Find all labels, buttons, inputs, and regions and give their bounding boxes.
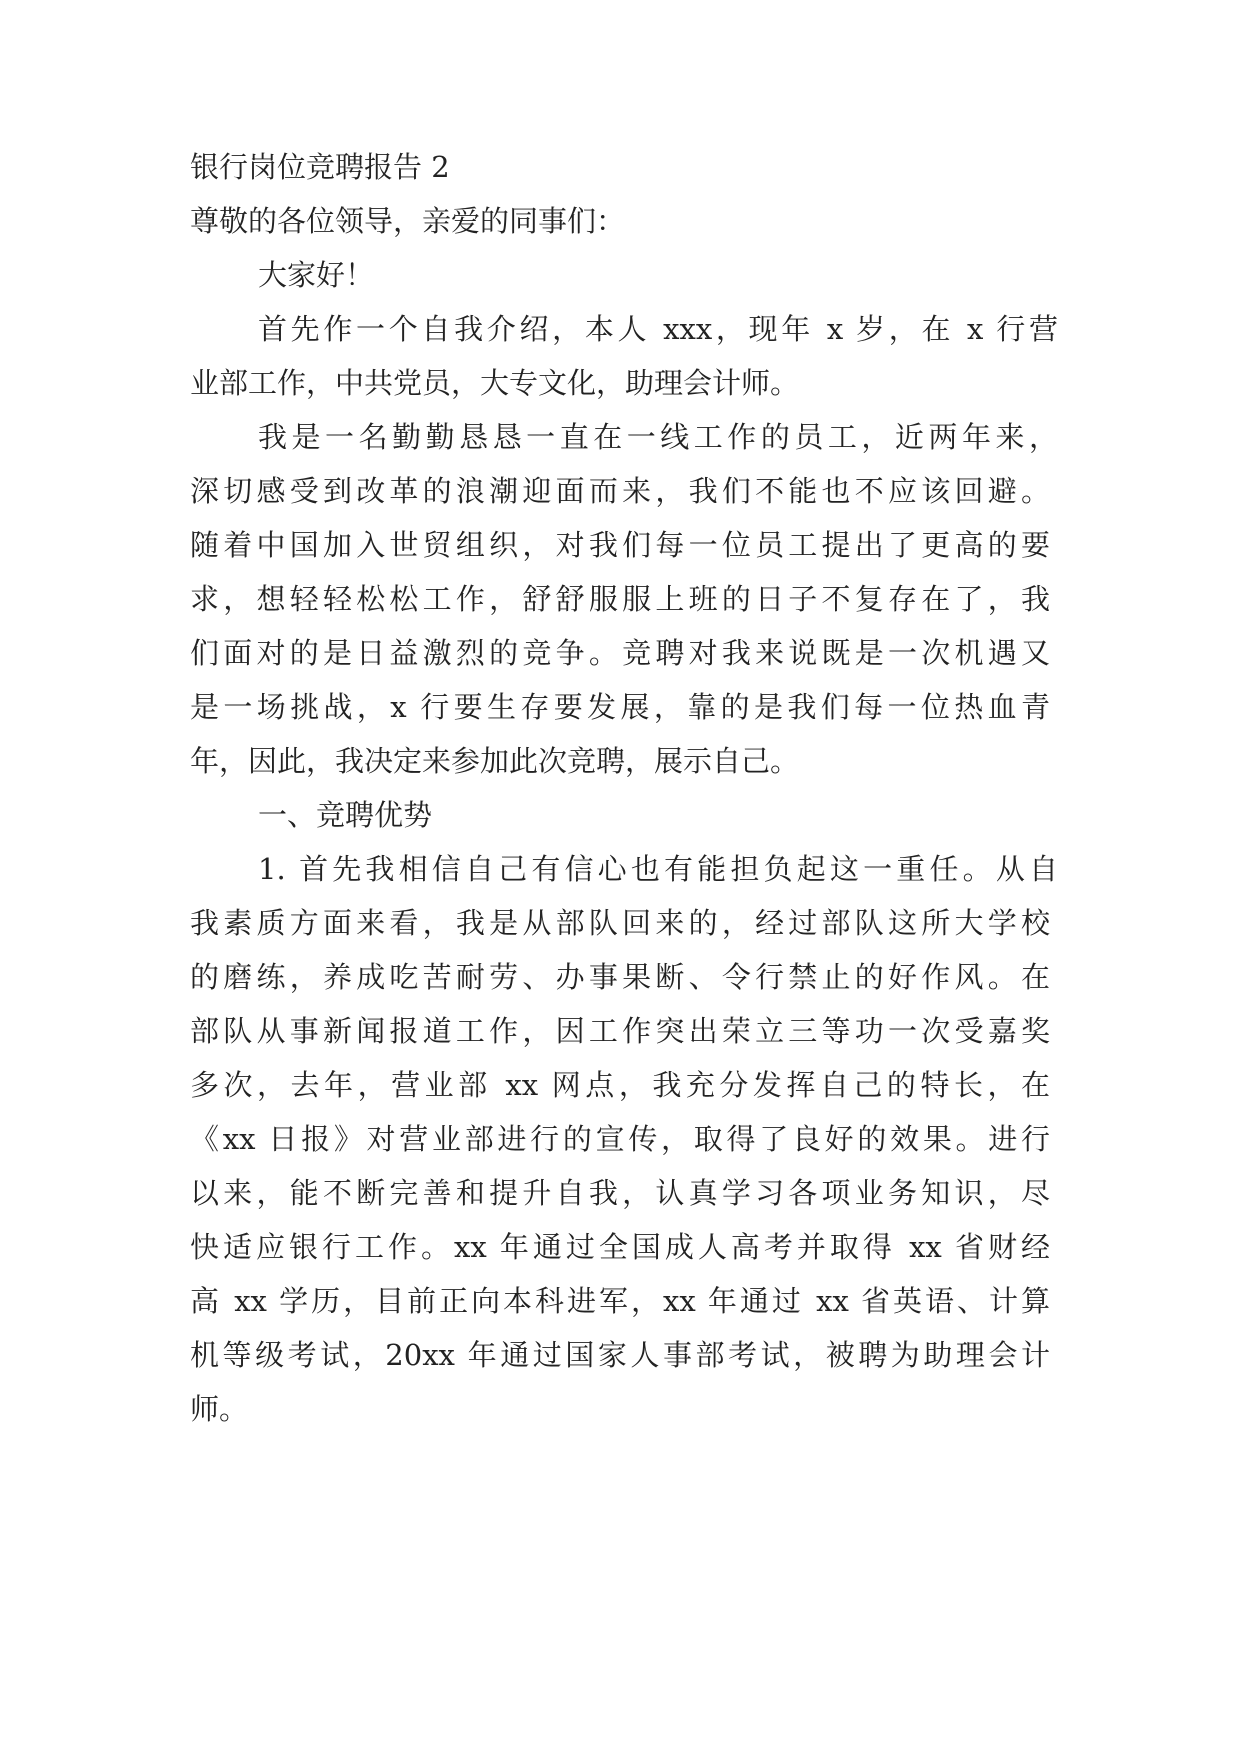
paragraph-line: 师。 xyxy=(190,1392,249,1426)
paragraph-line: 多次，去年，营业部 xx 网点，我充分发挥自己的特长，在 xyxy=(190,1068,1050,1102)
paragraph-line: 求，想轻轻松松工作，舒舒服服上班的日子不复存在了，我 xyxy=(190,582,1050,616)
paragraph-line: 随着中国加入世贸组织，对我们每一位员工提出了更高的要 xyxy=(190,528,1050,562)
paragraph-line: 部队从事新闻报道工作，因工作突出荣立三等功一次受嘉奖 xyxy=(190,1014,1050,1048)
section-heading: 一、竞聘优势 xyxy=(258,798,433,832)
salutation: 尊敬的各位领导，亲爱的同事们： xyxy=(190,204,626,238)
paragraph-line: 我是一名勤勤恳恳一直在一线工作的员工，近两年来， xyxy=(258,420,1058,454)
paragraph-line: 高 xx 学历，目前正向本科进军，xx 年通过 xx 省英语、计算 xyxy=(190,1284,1050,1318)
paragraph-line: 《xx 日报》对营业部进行的宣传，取得了良好的效果。进行 xyxy=(190,1122,1050,1156)
document-title: 银行岗位竞聘报告 2 xyxy=(190,150,450,184)
greeting: 大家好！ xyxy=(258,258,375,292)
paragraph-line: 深切感受到改革的浪潮迎面而来，我们不能也不应该回避。 xyxy=(190,474,1050,508)
intro-line: 首先作一个自我介绍，本人 xxx，现年 x 岁，在 x 行营 xyxy=(258,312,1058,346)
paragraph-line: 是一场挑战，x 行要生存要发展，靠的是我们每一位热血青 xyxy=(190,690,1050,724)
intro-line: 业部工作，中共党员，大专文化，助理会计师。 xyxy=(190,366,800,400)
paragraph-line: 们面对的是日益激烈的竞争。竞聘对我来说既是一次机遇又 xyxy=(190,636,1050,670)
paragraph-line: 机等级考试，20xx 年通过国家人事部考试，被聘为助理会计 xyxy=(190,1338,1050,1372)
paragraph-line: 我素质方面来看，我是从部队回来的，经过部队这所大学校 xyxy=(190,906,1050,940)
paragraph-line: 以来，能不断完善和提升自我，认真学习各项业务知识，尽 xyxy=(190,1176,1050,1210)
paragraph-line: 快适应银行工作。xx 年通过全国成人高考并取得 xx 省财经 xyxy=(190,1230,1050,1264)
paragraph-line: 的磨练，养成吃苦耐劳、办事果断、令行禁止的好作风。在 xyxy=(190,960,1050,994)
paragraph-line: 年，因此，我决定来参加此次竞聘，展示自己。 xyxy=(190,744,800,778)
paragraph-line: 1. 首先我相信自己有信心也有能担负起这一重任。从自 xyxy=(258,852,1058,886)
